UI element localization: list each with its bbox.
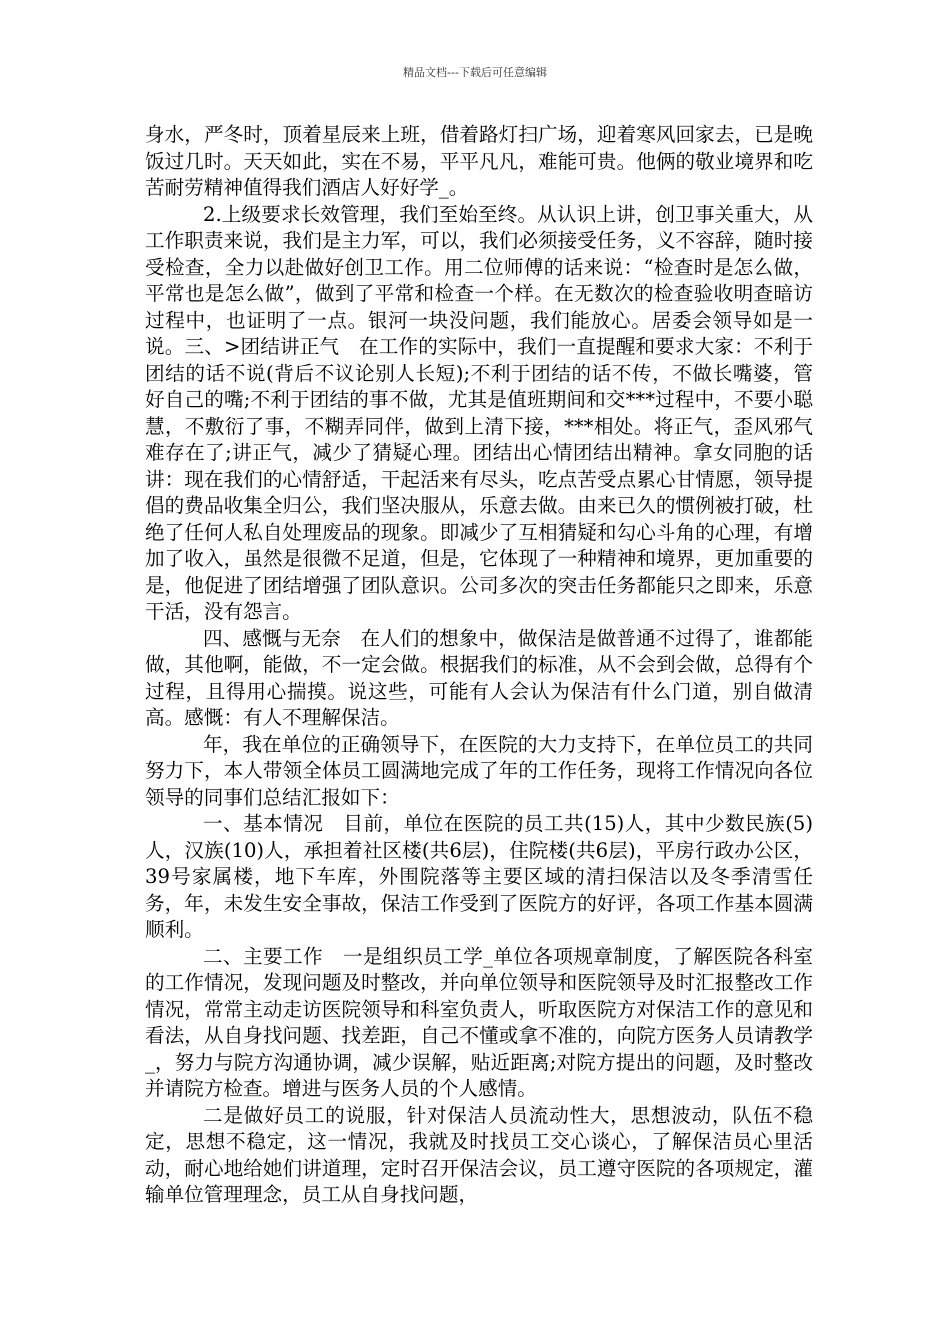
- paragraph-4: 年，我在单位的正确领导下，在医院的大力支持下，在单位员工的共同努力下，本人带领全体员工圆满地完成了年的工作任务，现将工作情况向各位领导的同事们总结汇报如下：: [145, 732, 813, 809]
- document-body: [145, 122, 813, 1209]
- paragraph-5: 一、基本情况 目前，单位在医院的员工共(15)人，其中少数民族(5)人，汉族(10)人，承担着社区楼(共6层)，住院楼(共6层)，平房行政办公区，39号家属楼，地下车库，外围院落等主要区域的清扫保洁以及冬季清雪任务，年，未发生安全事故，保洁工作受到了医院方的好评，各项工作基本圆满顺利。: [145, 812, 813, 941]
- paragraph-6: 二、主要工作 一是组织员工学_单位各项规章制度，了解医院各科室的工作情况，发现问题及时整改，并向单位领导和医院领导及时汇报整改工作情况，常常主动走访医院领导和科室负责人，听取医院方对保洁工作的意见和看法，从自身找问题、找差距，自己不懂或拿不准的，向院方医务人员请教学_，努力与院方沟通协调，减少误解，贴近距离;对院方提出的问题，及时整改并请院方检查。增进与医务人员的个人感情。: [145, 944, 813, 1100]
- paragraph-3: 四、感慨与无奈 在人们的想象中，做保洁是做普通不过得了，谁都能做，其他啊，能做，不一定会做。根据我们的标准，从不会到会做，总得有个过程，且得用心揣摸。说这些，可能有人会认为保洁有什么门道，别自做清高。感慨：有人不理解保洁。: [145, 626, 813, 729]
- paragraph-2: 2.上级要求长效管理，我们至始至终。从认识上讲，创卫事关重大，从工作职责来说，我们是主力军，可以，我们必须接受任务，义不容辞，随时接受检查，全力以赴做好创卫工作。用二位师傅的话来说：“检查时是怎么做，平常也是怎么做”，做到了平常和检查一个样。在无数次的检查验收明查暗访过程中，也证明了一点。银河一块没问题，我们能放心。居委会领导如是一说。三、>团结讲正气 在工作的实际中，我们一直提醒和要求大家：不利于团结的话不说(背后不议论别人长短);不利于团结的话不传，不做长嘴婆，管好自己的嘴;不利于团结的事不做，尤其是值班期间和交***过程中，不要小聪慧，不敷衍了事，不糊弄同伴，做到上清下接，***相处。将正气，歪风邪气难存在了;讲正气，减少了猜疑心理。团结出心情团结出精神。拿女同胞的话讲：现在我们的心情舒适，干起活来有尽头，吃点苦受点累心甘情愿，领导提倡的费品收集全归公，我们坚决服从，乐意去做。由来已久的惯例被打破，杜绝了任何人私自处理废品的现象。即减少了互相猜疑和勾心斗角的心理，有增加了收入，虽然是很微不足道，但是，它体现了一种精神和境界，更加重要的是，他促进了团结增强了团队意识。公司多次的突击任务都能只之即来，乐意干活，没有怨言。: [145, 202, 813, 623]
- paragraph-1: 身水，严冬时，顶着星辰来上班，借着路灯扫广场，迎着寒风回家去，已是晚饭过几时。天天如此，实在不易，平平凡凡，难能可贵。他俩的敬业境界和吃苦耐劳精神值得我们酒店人好好学_。: [145, 123, 813, 199]
- paragraph-7: 二是做好员工的说服，针对保洁人员流动性大，思想波动，队伍不稳定，思想不稳定，这一情况，我就及时找员工交心谈心，了解保洁员心里活动，耐心地给她们讲道理，定时召开保洁会议，员工遵守医院的各项规定，灌输单位管理理念，员工从自身找问题，: [145, 1103, 813, 1206]
- page-header: 精品文档---下载后可任意编辑: [403, 66, 547, 79]
